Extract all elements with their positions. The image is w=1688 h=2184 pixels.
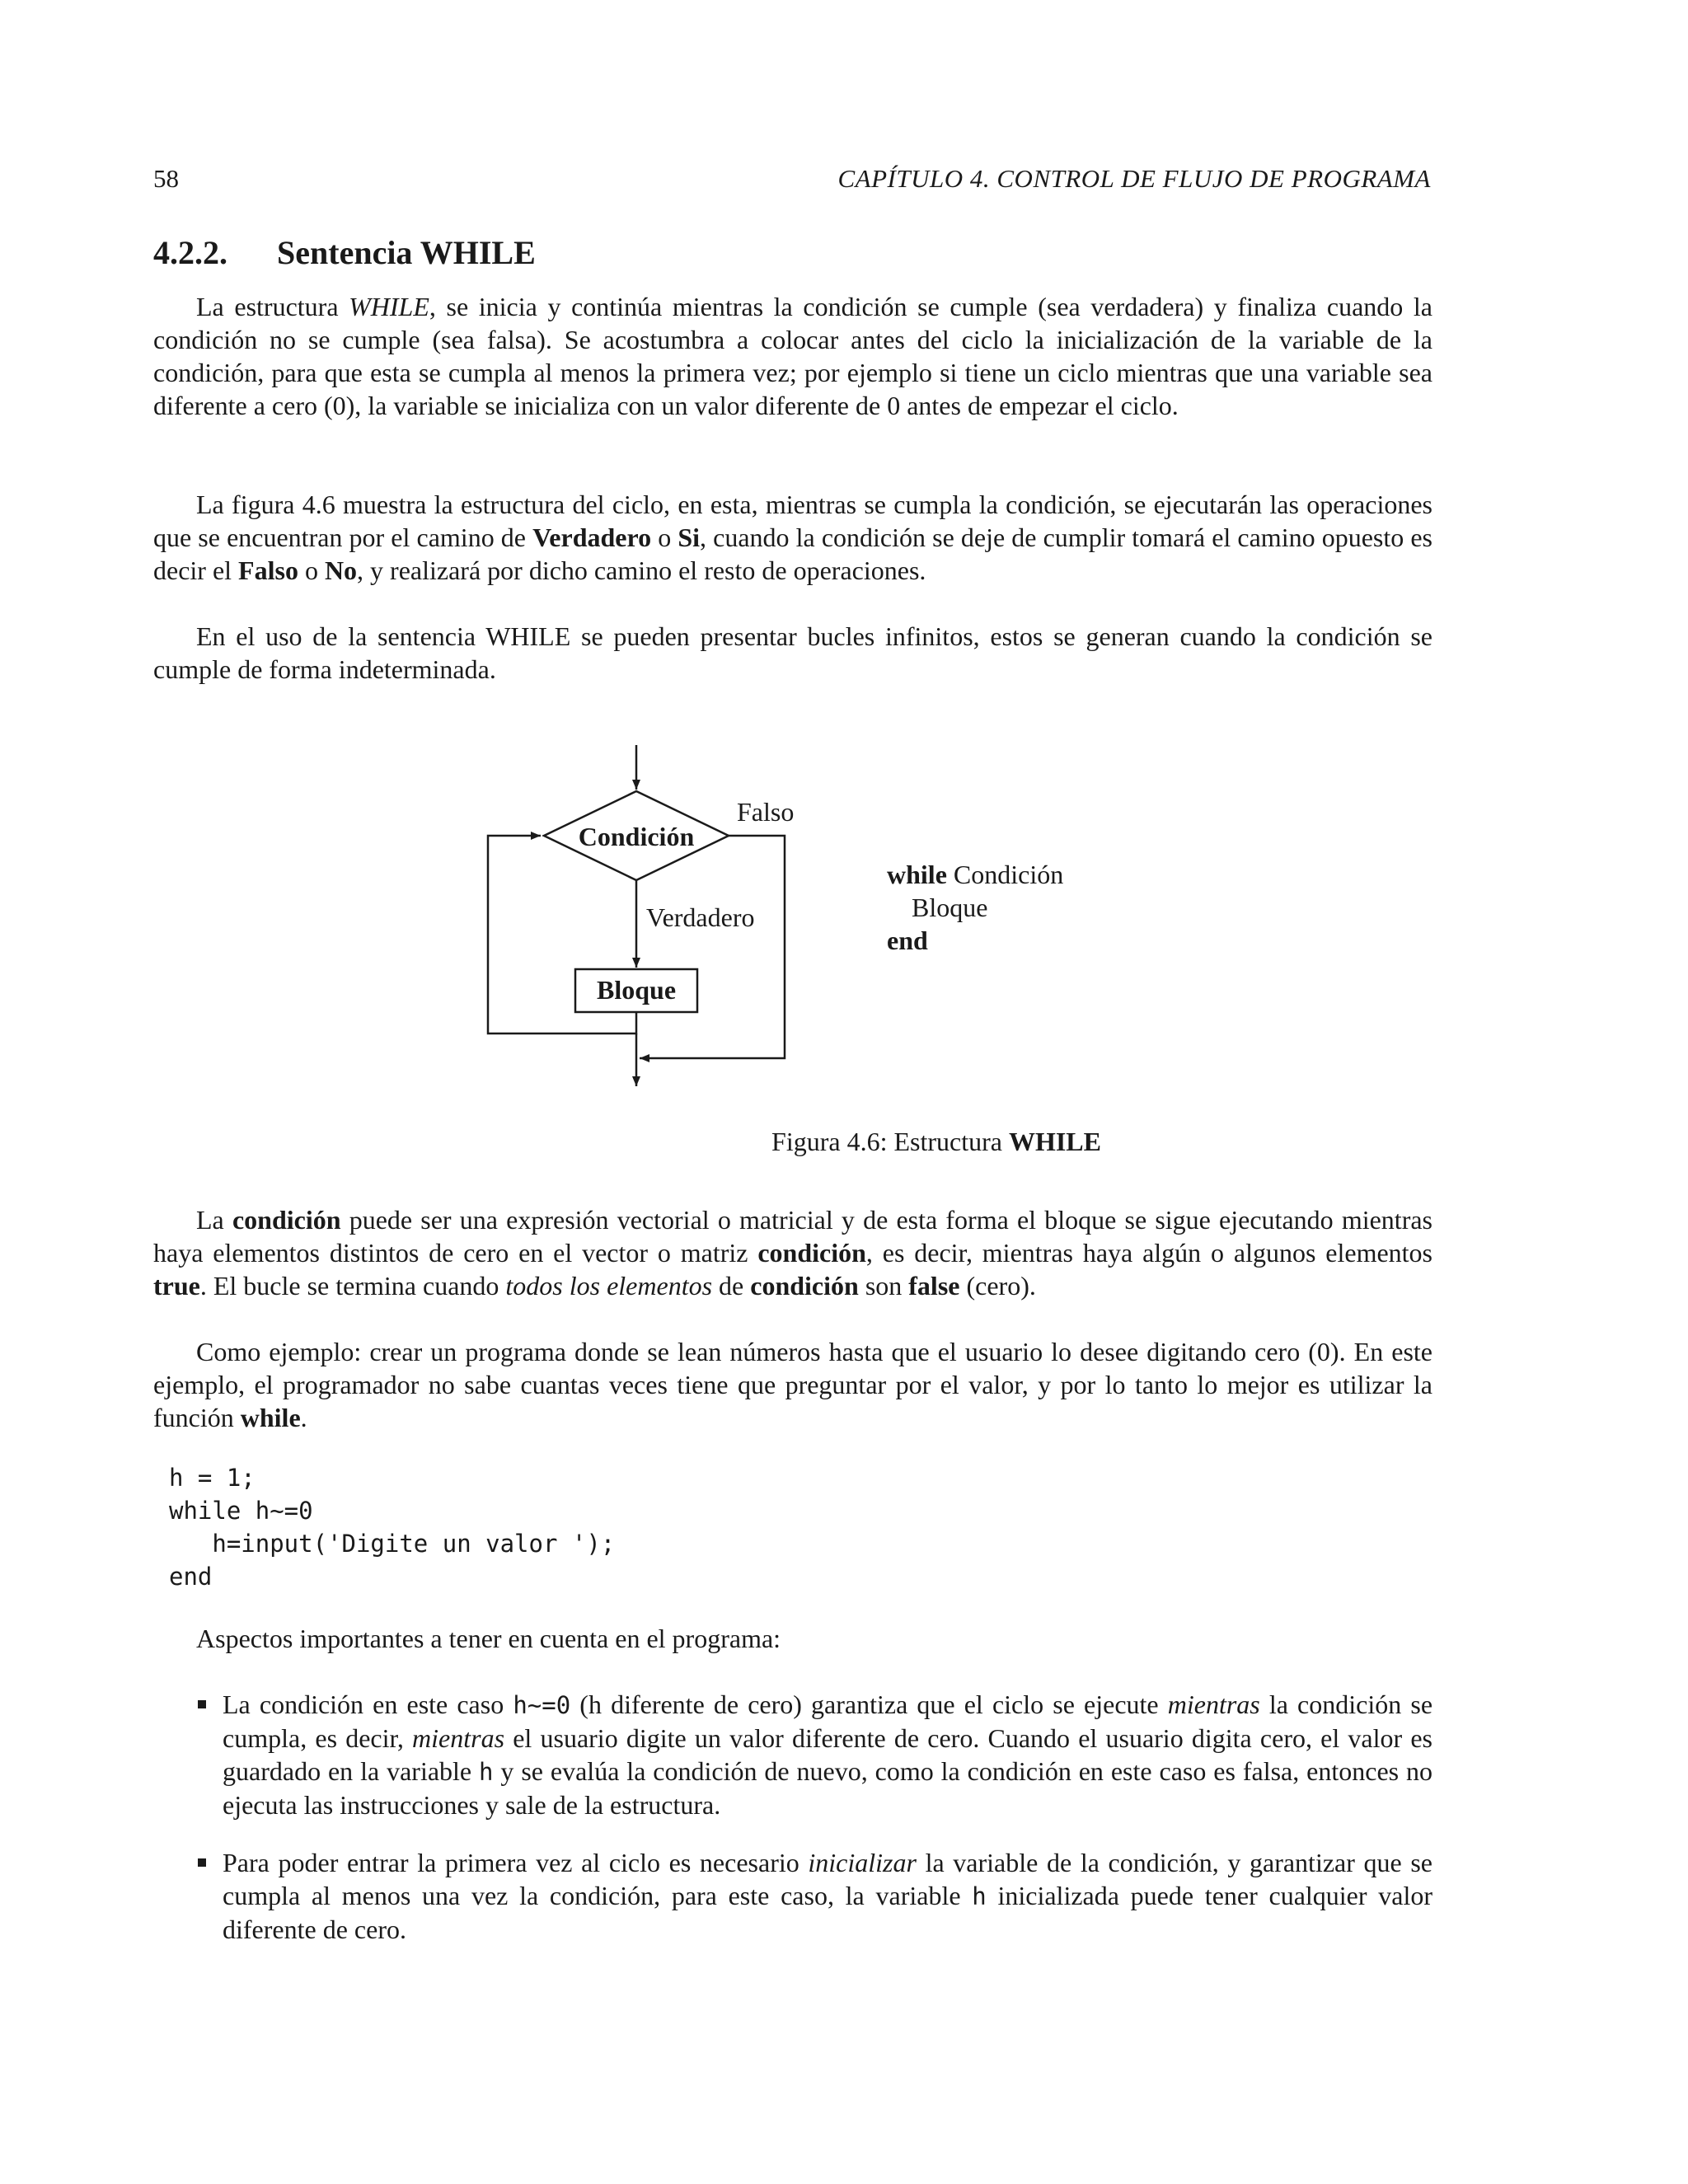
condition-label: Condición [578,822,695,851]
section-title: Sentencia WHILE [277,234,536,271]
paragraph-2: La figura 4.6 muestra la estructura del ciclo, en esta, mientras se cumpla la condición, se ejecutarán las operaciones que se encuentran por el camino de Verdadero o Si, cuando la condición se deje de cumplir tomará el camino opuesto es decir el Falso o No, y realizará por dicho camino el resto de operaciones. [153,490,1433,585]
aspects-intro: Aspectos importantes a tener en cuenta en el programa: [196,1624,781,1653]
block-label: Bloque [596,975,677,1005]
kw-end: end [887,926,928,955]
paragraph-4: La condición puede ser una expresión vectorial o matricial y de esta forma el bloque se sigue ejecutando mientras haya elementos distintos de cero en el vector o matriz condición, es decir, mientras haya algún o algunos elementos true. El bucle se termina cuando todos los elementos de condición son false (cero). [153,1205,1433,1301]
code-listing: h = 1; while h~=0 h=input('Digite un valor '); end [169,1464,616,1591]
chapter-title: CAPÍTULO 4. CONTROL DE FLUJO DE PROGRAMA [837,164,1431,193]
page-number: 58 [153,164,179,193]
false-label: Falso [737,797,795,827]
section-number: 4.2.2. [153,234,227,271]
true-label: Verdadero [646,902,755,932]
kw-while: while [887,860,947,889]
figure-caption: Figura 4.6: Estructura WHILE [771,1127,1101,1156]
bullet-icon [198,1700,206,1708]
bullet-icon [198,1858,206,1867]
paragraph-1: La estructura WHILE, se inicia y continúa mientras la condición se cumple (sea verdadera) y finaliza cuando la condición no se cumple (sea falsa). Se acostumbra a colocar antes del ciclo la inicialización de la variable de la condición, para que esta se cumpla al menos la primera vez; por ejemplo si tiene un ciclo mientras que una variable sea diferente a cero (0), la variable se inicializa con un valor diferente de 0 antes de empezar el ciclo. [153,292,1432,420]
list-item: Para poder entrar la primera vez al ciclo es necesario inicializar la variable de la condición, y garantizar que se cumpla al menos una vez la condición, para este caso, la variable h inicializada puede tener cualquier valor diferente de cero. [223,1846,1432,1946]
list-item: La condición en este caso h~=0 (h diferente de cero) garantiza que el ciclo se ejecute mientras la condición se cumpla, es decir, mientras el usuario digite un valor diferente de cero. Cuando el usuario digita cero, el valor es guardado en la variable h y se evalúa la condición de nuevo, como la condición en este caso es falsa, entonces no ejecuta las instrucciones y sale de la estructura. [223,1688,1432,1821]
paragraph-5: Como ejemplo: crear un programa donde se lean números hasta que el usuario lo desee digitando cero (0). En este ejemplo, el programador no sabe cuantas veces tiene que preguntar por el valor, y por lo tanto lo mejor es utilizar la función while. [153,1337,1432,1432]
paragraph-3: En el uso de la sentencia WHILE se pueden presentar bucles infinitos, estos se generan cuando la condición se cumple de forma indeterminada. [153,621,1432,684]
while-syntax: while Condición Bloque end [887,860,1064,955]
